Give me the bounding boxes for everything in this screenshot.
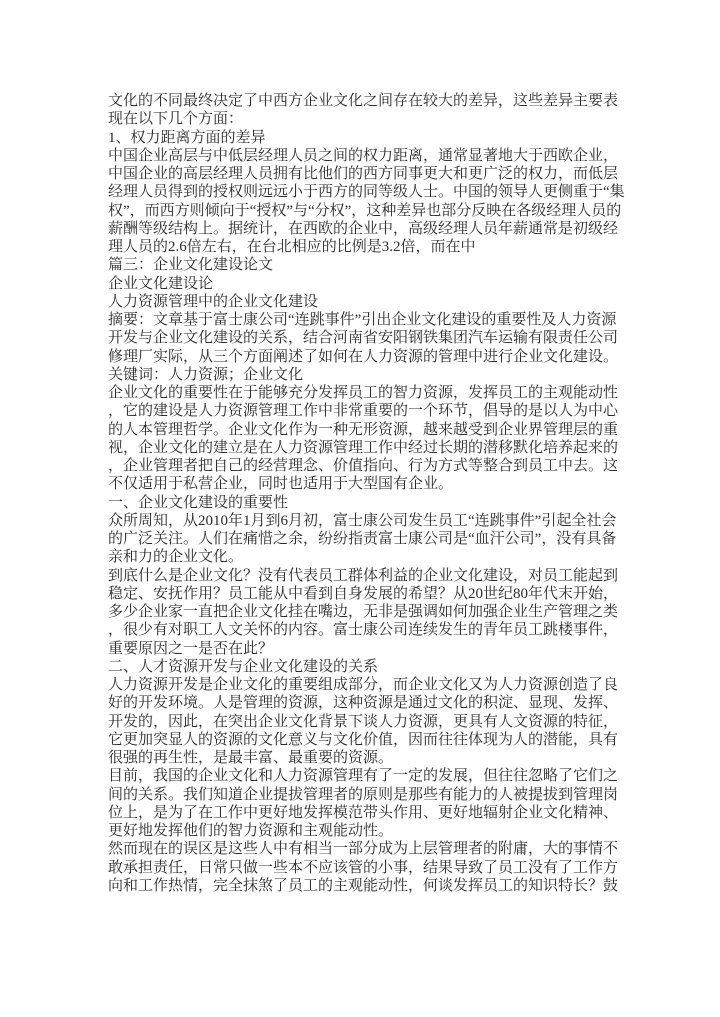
text-line: ，很少有对职工人文关怀的内容。富士康公司连续发生的青年员工跳楼事件，: [108, 622, 619, 639]
text-line: 企业文化的重要性在于能够充分发挥员工的智力资源，发挥员工的主观能动性: [108, 385, 619, 401]
text-line: ，它的建设是人力资源管理工作中非常重要的一个环节，倡导的是以人为中心: [108, 403, 619, 420]
text-line: 摘要：文章基于富士康公司“连跳事件”引出企业文化建设的重要性及人力资源: [108, 312, 617, 328]
text-line: 人力资源开发是企业文化的重要组成部分，而企业文化又为人力资源创造了良: [108, 677, 619, 693]
text-line: 文化的不同最终决定了中西方企业文化之间存在较大的差异，这些差异主要表: [108, 93, 619, 109]
text-line: 理人员的2.6倍左右，在台北相应的比例是3.2倍，而在中: [108, 239, 476, 255]
text-line: 权”，而西方则倾向于“授权”与“分权”，这种差异也部分反映在各级经理人员的: [108, 202, 622, 219]
text-line: 敢承担责任，日常只做一些本不应该管的小事，结果导致了员工没有了工作方: [108, 859, 619, 876]
text-line: 关键词：人力资源；企业文化: [108, 366, 304, 383]
text-line: 多少企业家一直把企业文化挂在嘴边，无非是强调如何加强企业生产管理之类: [108, 604, 619, 620]
text-line: 修理厂实际，从三个方面阐述了如何在人力资源的管理中进行企业文化建设。: [108, 348, 619, 365]
text-line: 篇三：企业文化建设论文: [108, 257, 274, 274]
text-line: 目前，我国的企业文化和人力资源管理有了一定的发展，但往往忽略了它们之: [108, 768, 619, 785]
text-line: 很强的再生性，是最丰富、最重要的资源。: [108, 750, 394, 766]
text-line: 经理人员得到的授权则远远小于西方的同等级人士。中国的领导人更侧重于“集: [108, 184, 625, 201]
text-line: 然而现在的误区是这些人中有相当一部分成为上层管理者的附庸，大的事情不: [108, 841, 619, 858]
text-line: 众所周知，从2010年1月到6月初，富士康公司发生员工“连跳事件”引起全社会: [108, 512, 617, 529]
text-line: 亲和力的企业文化。: [108, 549, 244, 566]
text-line: 中国企业高层与中低层经理人员之间的权力距离，通常显著地大于西欧企业，: [108, 147, 619, 164]
text-line: 更好地发挥他们的智力资源和主观能动性。: [108, 823, 394, 839]
text-line: 向和工作热情，完全抹煞了员工的主观能动性，何谈发挥员工的知识特长？鼓: [108, 877, 619, 894]
text-line: 重要原因之一是否在此？: [108, 640, 274, 657]
text-line: ，企业管理者把自己的经营理念、价值指向、行为方式等整合到员工中去。这: [108, 458, 619, 474]
text-line: 现在以下几个方面：: [108, 111, 244, 128]
document-page: [108, 92, 625, 895]
text-line: 中国企业的高层经理人员拥有比他们的西方同事更大和更广泛的权力，而低层: [108, 166, 619, 182]
text-line: 二、人才资源开发与企业文化建设的关系: [108, 658, 379, 675]
text-line: 企业文化建设论: [108, 275, 214, 292]
text-line: 开发的，因此，在突出企业文化背景下谈人力资源，更具有人文资源的特征，: [108, 713, 619, 730]
text-line: 好的开发环境。人是管理的资源，这种资源是通过文化的积淀、显现、发挥、: [108, 695, 619, 712]
text-line: 薪酬等级结构上。据统计，在西欧的企业中，高级经理人员年薪通常是初级经: [108, 220, 619, 237]
text-line: 位上，是为了在工作中更好地发挥模范带头作用、更好地辐射企业文化精神、: [108, 804, 619, 821]
text-line: 间的关系。我们知道企业提拔管理者的原则是那些有能力的人被提拔到管理岗: [108, 786, 619, 803]
text-line: 1、权力距离方面的差异: [108, 129, 266, 146]
text-line: 稳定、安抚作用？员工能从中看到自身发展的希望？从20世纪80年代末开始，: [108, 585, 619, 602]
text-line: 一、企业文化建设的重要性: [108, 494, 289, 511]
text-line: 的广泛关注。人们在痛惜之余，纷纷指责富士康公司是“血汗公司”，没有具备: [108, 531, 617, 547]
text-line: 开发与企业文化建设的关系，结合河南省安阳钢铁集团汽车运输有限责任公司: [108, 330, 619, 347]
text-line: 到底什么是企业文化？没有代表员工群体利益的企业文化建设，对员工能起到: [108, 567, 619, 584]
text-line: 人力资源管理中的企业文化建设: [108, 293, 319, 310]
text-line: 不仅适用于私营企业，同时也适用于大型国有企业。: [108, 476, 454, 493]
text-line: 的人本管理哲学。企业文化作为一种无形资源，越来越受到企业界管理层的重: [108, 421, 619, 438]
text-line: 它更加突显人的资源的文化意义与文化价值，因而往往体现为人的潜能，具有: [108, 731, 619, 748]
text-line: 视，企业文化的建立是在人力资源管理工作中经过长期的潜移默化培养起来的: [108, 439, 619, 456]
